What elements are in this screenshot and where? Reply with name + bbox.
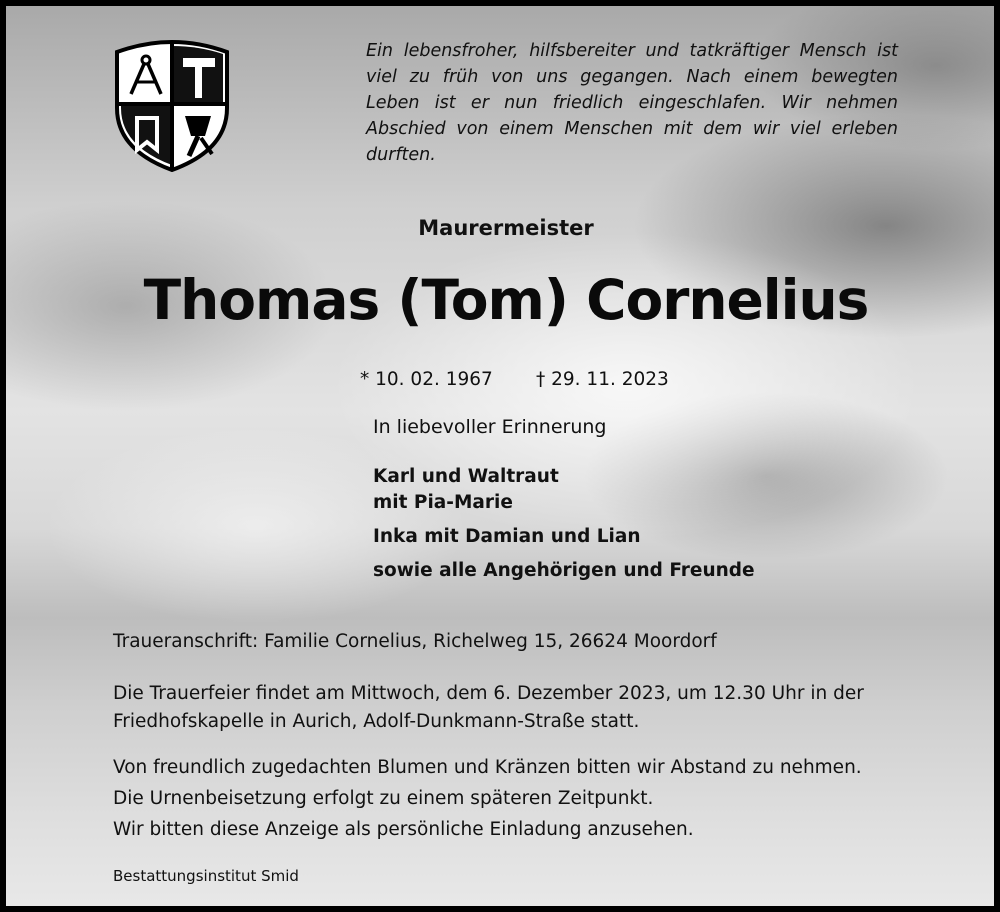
birth-date: * 10. 02. 1967 xyxy=(360,369,493,390)
mourner-line: sowie alle Angehörigen und Freunde xyxy=(373,560,755,581)
mason-guild-crest-icon xyxy=(113,38,231,172)
death-date: † 29. 11. 2023 xyxy=(536,369,669,390)
mourner-line: Karl und Waltraut xyxy=(373,466,559,487)
obituary-card xyxy=(6,6,994,906)
mourner-line: mit Pia-Marie xyxy=(373,492,513,513)
note-line: Die Urnenbeisetzung erfolgt zu einem späteren Zeitpunkt. xyxy=(113,788,654,809)
ceremony-info: Die Trauerfeier findet am Mittwoch, dem 6. Dezember 2023, um 12.30 Uhr in der Friedhofskapelle in Aurich, Adolf-Dunkmann-Straße statt. xyxy=(113,683,864,732)
note-line: Wir bitten diese Anzeige als persönliche Einladung anzusehen. xyxy=(113,819,694,840)
memory-line: In liebevoller Erinnerung xyxy=(373,416,607,438)
funeral-home: Bestattungsinstitut Smid xyxy=(113,867,299,885)
profession-title: Maurermeister xyxy=(418,216,594,240)
mourner-line: Inka mit Damian und Lian xyxy=(373,526,641,547)
notes-block xyxy=(113,752,903,845)
intro-text: Ein lebensfroher, hilfsbereiter und tatkräftiger Mensch ist viel zu früh von uns gegangen. Nach einem bewegten Leben ist er nun friedlich eingeschlafen. Wir nehmen Abschied von einem Menschen mit dem wir viel erleben durften. xyxy=(366,41,898,165)
deceased-name: Thomas (Tom) Cornelius xyxy=(143,268,869,332)
mourning-address: Traueranschrift: Familie Cornelius, Richelweg 15, 26624 Moordorf xyxy=(113,631,717,652)
note-line: Von freundlich zugedachten Blumen und Kränzen bitten wir Abstand zu nehmen. xyxy=(113,757,862,778)
